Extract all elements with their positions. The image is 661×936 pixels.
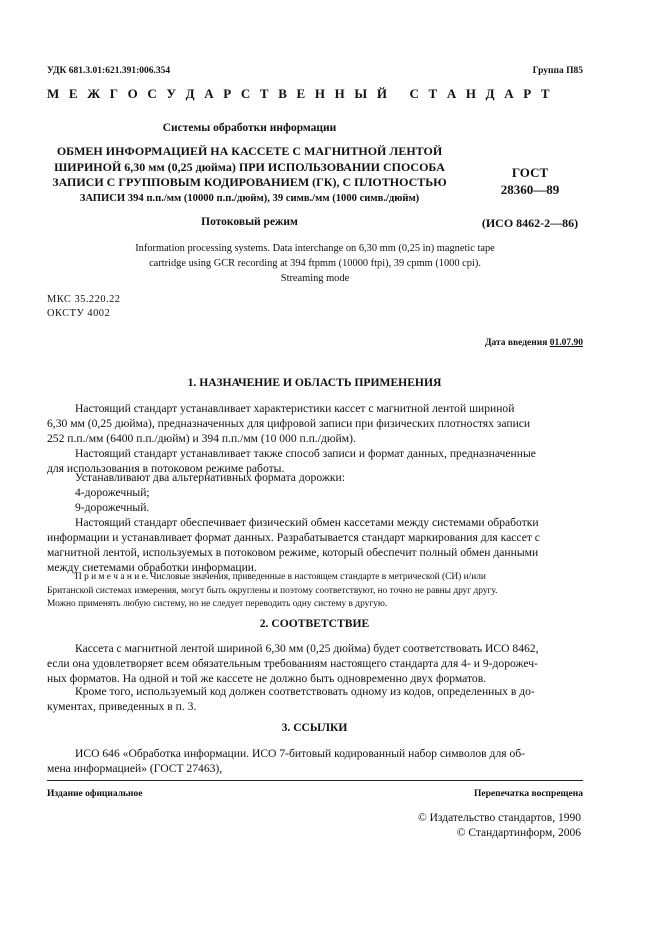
section-2-paragraph-2 bbox=[47, 684, 582, 714]
gost-label: ГОСТ bbox=[511, 165, 549, 180]
text-line: между сиетемами обработки информации. bbox=[47, 561, 257, 574]
intro-date-value: 01.07.90 bbox=[549, 338, 583, 348]
text-line: информации и устанавливает формат данных. Разрабатывается стандарт маркирования для кассет с bbox=[47, 531, 540, 544]
copyright-line-1: © Издательство стандартов, 1990 bbox=[417, 812, 581, 824]
section-1-paragraph-3 bbox=[47, 470, 582, 515]
text-line: Кроме того, используемый код должен соответствовать одному из кодов, определенных в до- bbox=[75, 685, 535, 698]
copyright-line-2: © Стандартинформ, 2006 bbox=[456, 827, 581, 839]
text-line: для использования в потоковом режиме работы. bbox=[47, 462, 285, 475]
group-code: Группа П85 bbox=[532, 66, 583, 76]
series-title: Системы обработки информации bbox=[162, 122, 337, 134]
note-line: Британской системах измерения, могут быть округлены и поэтому соответствуют, но точно не равны друг другу. bbox=[47, 585, 498, 596]
iso-reference: (ИСО 8462-2—86) bbox=[481, 216, 579, 230]
intro-date-label: Дата введения bbox=[484, 338, 548, 348]
note-line: Можно применять любую систему, но не следует переводить одну систему в другую. bbox=[47, 599, 388, 609]
text-line: 252 п.п./мм (6400 п.п./дюйм) и 394 п.п./мм (10 000 п.п./дюйм). bbox=[47, 432, 356, 445]
english-title-line: cartridge using GCR recording at 394 ftpmm (10000 ftpi), 39 cpmm (1000 cpi). bbox=[149, 258, 481, 269]
section-3-heading: 3. ССЫЛКИ bbox=[281, 721, 348, 734]
text-line: 6,30 мм (0,25 дюйма), предназначенных для цифровой записи при физических плотностях записи bbox=[47, 417, 531, 430]
list-item: 4-дорожечный; bbox=[75, 486, 150, 499]
udk-code: УДК 681.3.01:621.391:006.354 bbox=[47, 66, 171, 76]
text-line: Настоящий стандарт обеспечивает физический обмен кассетами между системами обработки bbox=[75, 516, 539, 529]
mks-code: МКС 35.220.22 bbox=[47, 294, 121, 305]
text-line: Настоящий стандарт устанавливает также способ записи и формат данных, предназначенные bbox=[75, 447, 536, 460]
text-line: магнитной лентой, используемых в потоковом режиме, который обеспечит полный обмен данными bbox=[47, 546, 539, 559]
text-line: Кассета с магнитной лентой шириной 6,30 мм (0,25 дюйма) будет соответствовать ИСО 8462, bbox=[75, 642, 539, 655]
standard-banner: М Е Ж Г О С У Д А Р С Т В Е Н Н Ы Й С Т А Н Д А Р Т bbox=[47, 86, 553, 101]
edition-label: Издание официальное bbox=[47, 789, 143, 799]
note-line: П р и м е ч а н и е. Числовые значения, приведенные в настоящем стандарте в метрической (СИ) и/или bbox=[75, 572, 486, 582]
text-line: Настоящий стандарт устанавливает характеристики кассет с магнитной лентой шириной bbox=[75, 402, 515, 415]
text-line: мена информацией» (ГОСТ 27463), bbox=[47, 762, 223, 775]
text-line: если она удовлетворяет всем обязательным требованиям настоящего стандарта для 4- и 9-дорожеч- bbox=[47, 657, 538, 670]
list-item: 9-дорожечный. bbox=[75, 501, 150, 514]
document-title bbox=[47, 144, 452, 206]
document-subtitle: Потоковый режим bbox=[201, 216, 298, 228]
section-1-paragraph-1 bbox=[47, 401, 582, 446]
intro-date bbox=[485, 338, 583, 348]
section-1-paragraph-4 bbox=[47, 515, 582, 575]
text-line: кументах, приведенных в п. 3. bbox=[47, 700, 197, 713]
section-2-paragraph-1 bbox=[47, 641, 582, 686]
english-title-line: Streaming mode bbox=[280, 273, 350, 284]
title-line: ШИРИНОЙ 6,30 мм (0,25 дюйма) ПРИ ИСПОЛЬЗОВАНИИ СПОСОБА bbox=[54, 159, 445, 174]
section-1-heading: 1. НАЗНАЧЕНИЕ И ОБЛАСТЬ ПРИМЕНЕНИЯ bbox=[187, 376, 442, 389]
section-3-paragraph-1 bbox=[47, 746, 582, 776]
english-title bbox=[47, 241, 583, 286]
text-line: ных форматов. На одной и той же кассете не должно быть одновременно двух форматов. bbox=[47, 672, 487, 685]
text-line: ИСО 646 «Обработка информации. ИСО 7-битовый кодированный набор символов для об- bbox=[75, 747, 526, 760]
footer-divider bbox=[47, 780, 583, 781]
title-line: ЗАПИСИ С ГРУППОВЫМ КОДИРОВАНИЕМ (ГК), С ПЛОТНОСТЬЮ bbox=[52, 175, 447, 189]
title-line: ОБМЕН ИНФОРМАЦИЕЙ НА КАССЕТЕ С МАГНИТНОЙ ЛЕНТОЙ bbox=[56, 144, 443, 158]
title-line: ЗАПИСИ 394 п.п./мм (10000 п.п./дюйм), 39 симв./мм (1000 симв./дюйм) bbox=[79, 192, 420, 204]
english-title-line: Information processing systems. Data interchange on 6,30 mm (0,25 in) magnetic tape bbox=[135, 243, 495, 254]
text-line: Устанавливают два альтернативных формата дорожки: bbox=[75, 471, 345, 484]
reprint-notice: Перепечатка воспрещена bbox=[473, 789, 583, 799]
okstu-code: ОКСТУ 4002 bbox=[47, 308, 111, 319]
gost-number: 28360—89 bbox=[500, 182, 560, 197]
section-1-note bbox=[47, 571, 582, 612]
section-2-heading: 2. СООТВЕТСТВИЕ bbox=[259, 617, 370, 630]
